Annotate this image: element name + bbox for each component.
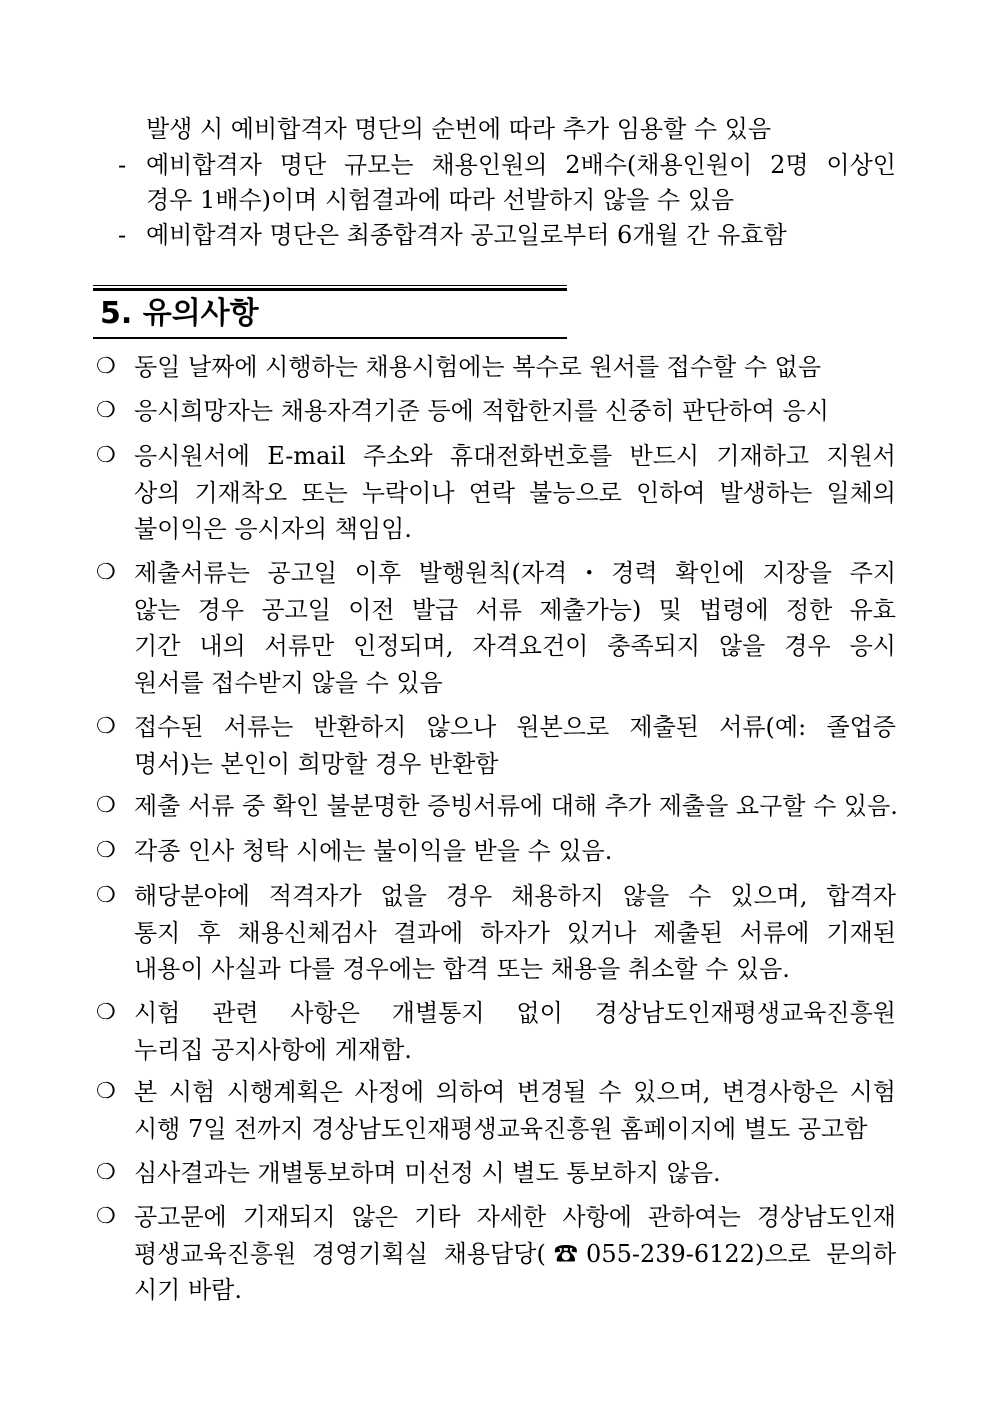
notice-item-line: 불이익은 응시자의 책임임. <box>134 515 412 543</box>
bullet-marker: ❍ <box>96 354 116 379</box>
notice-item-line: 않는 경우 공고일 이전 발급 서류 제출가능) 및 법령에 정한 유효 <box>134 595 896 624</box>
notice-item-line: 공고문에 기재되지 않은 기타 자세한 사항에 관하여는 경상남도인재 <box>134 1203 896 1231</box>
notice-item-line: 통지 후 채용신체검사 결과에 하자가 있거나 제출된 서류에 기재된 <box>134 918 896 947</box>
notice-item-line: 각종 인사 청탁 시에는 불이익을 받을 수 있음. <box>134 837 613 865</box>
heading-rule-bottom <box>93 337 567 339</box>
notice-item-line: 상의 기재착오 또는 누락이나 연락 불능으로 인하여 발생하는 일체의 <box>134 478 896 507</box>
bullet-marker: ❍ <box>96 1160 116 1185</box>
bullet-marker: ❍ <box>96 793 116 818</box>
notice-item-line: 제출서류는 공고일 이후 발행원칙(자격・경력 확인에 지장을 주지 <box>134 559 896 587</box>
notice-item-line: 평생교육진흥원 경영기획실 채용담당(☎055-239-6122)으로 문의하 <box>134 1239 896 1268</box>
notice-item-line: 심사결과는 개별통보하며 미선정 시 별도 통보하지 않음. <box>134 1159 721 1187</box>
notice-item-line: 응시원서에 E-mail 주소와 휴대전화번호를 반드시 기재하고 지원서 <box>134 442 896 470</box>
notice-item-line: 내용이 사실과 다를 경우에는 합격 또는 채용을 취소할 수 있음. <box>134 955 790 983</box>
notice-item-line: 동일 날짜에 시행하는 채용시험에는 복수로 원서를 접수할 수 없음 <box>134 353 821 381</box>
dash-marker: - <box>118 151 127 179</box>
notice-item-line: 본 시험 시행계획은 사정에 의하여 변경될 수 있으며, 변경사항은 시험 <box>134 1078 896 1106</box>
bullet-marker: ❍ <box>96 560 116 585</box>
section-title: 5. 유의사항 <box>100 296 259 331</box>
bullet-marker: ❍ <box>96 883 116 908</box>
bullet-marker: ❍ <box>96 1079 116 1104</box>
bullet-marker: ❍ <box>96 443 116 468</box>
heading-rule-top-thick <box>93 288 567 291</box>
intro-item-line: 경우 1배수)이며 시험결과에 따라 선발하지 않을 수 있음 <box>146 186 735 214</box>
notice-item-line: 시행 7일 전까지 경상남도인재평생교육진흥원 홈페이지에 별도 공고함 <box>134 1114 868 1143</box>
bullet-marker: ❍ <box>96 398 116 423</box>
notice-item-line: 누리집 공지사항에 게재함. <box>134 1035 412 1064</box>
intro-line: 발생 시 예비합격자 명단의 순번에 따라 추가 임용할 수 있음 <box>146 115 772 143</box>
intro-item-line: 예비합격자 명단 규모는 채용인원의 2배수(채용인원이 2명 이상인 <box>146 151 896 179</box>
bullet-marker: ❍ <box>96 714 116 739</box>
bullet-marker: ❍ <box>96 1204 116 1229</box>
notice-item-line: 제출 서류 중 확인 불분명한 증빙서류에 대해 추가 제출을 요구할 수 있음. <box>134 792 898 820</box>
notice-item-line: 접수된 서류는 반환하지 않으나 원본으로 제출된 서류(예: 졸업증 <box>134 713 896 741</box>
heading-rule-top-thin <box>93 285 567 286</box>
notice-item-line: 기간 내의 서류만 인정되며, 자격요건이 충족되지 않을 경우 응시 <box>134 632 896 660</box>
bullet-marker: ❍ <box>96 838 116 863</box>
notice-item-line: 해당분야에 적격자가 없을 경우 채용하지 않을 수 있으며, 합격자 <box>134 882 896 910</box>
notice-item-line: 시험 관련 사항은 개별통지 없이 경상남도인재평생교육진흥원 <box>134 999 896 1027</box>
intro-item-line: 예비합격자 명단은 최종합격자 공고일로부터 6개월 간 유효함 <box>146 221 787 249</box>
dash-marker: - <box>118 221 127 249</box>
bullet-marker: ❍ <box>96 1000 116 1025</box>
notice-item-line: 응시희망자는 채용자격기준 등에 적합한지를 신중히 판단하여 응시 <box>134 397 829 425</box>
notice-item-line: 명서)는 본인이 희망할 경우 반환함 <box>134 749 499 778</box>
notice-item-line: 시기 바람. <box>134 1276 242 1304</box>
notice-item-line: 원서를 접수받지 않을 수 있음 <box>134 668 443 697</box>
